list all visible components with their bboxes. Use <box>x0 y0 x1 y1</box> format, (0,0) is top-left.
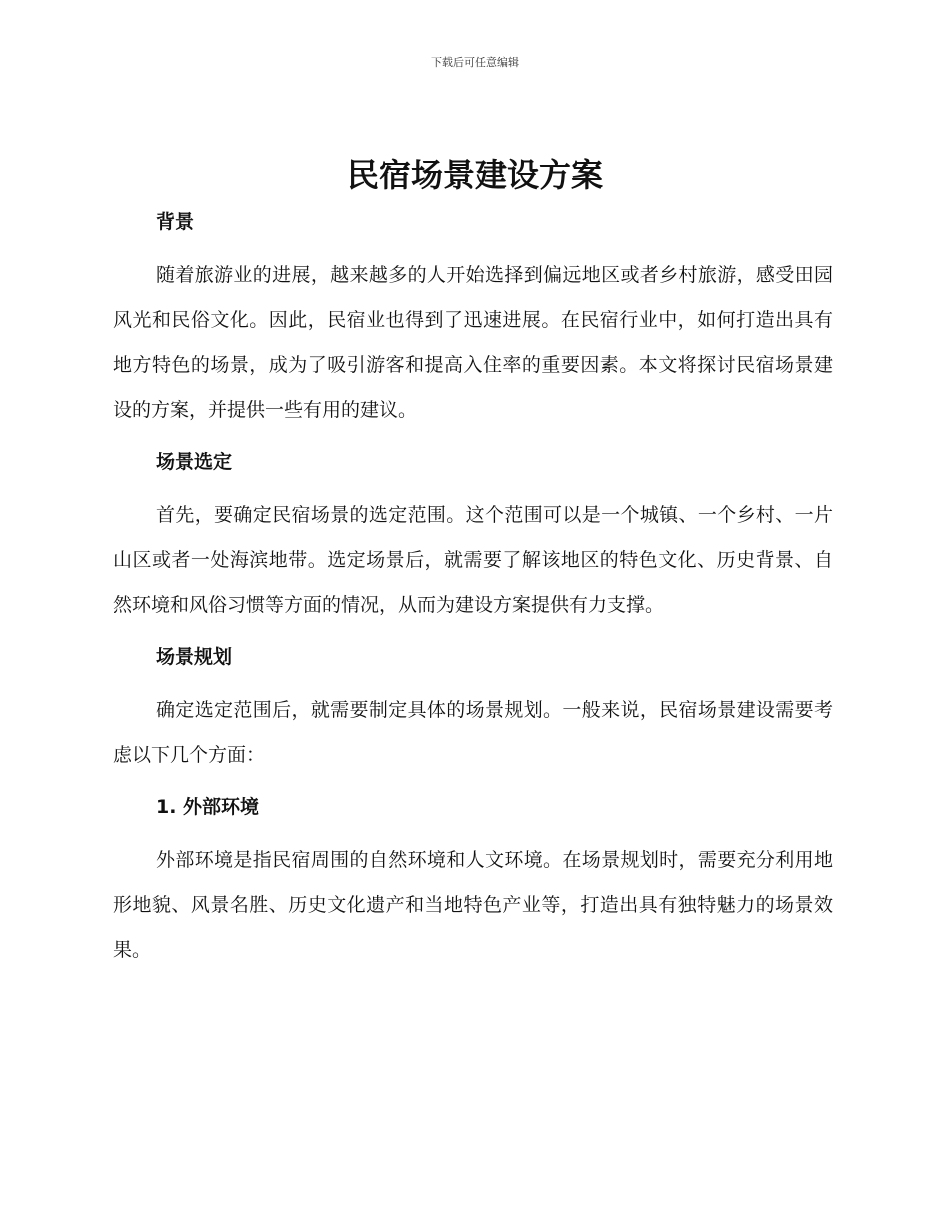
section-paragraph-background: 随着旅游业的进展，越来越多的人开始选择到偏远地区或者乡村旅游，感受田园风光和民俗文化。因此，民宿业也得到了迅速进展。在民宿行业中，如何打造出具有地方特色的场景，成为了吸引游客和提高入住率的重要因素。本文将探讨民宿场景建设的方案，并提供一些有用的建议。 <box>113 264 833 421</box>
section-heading-scene-planning: 场景规划 <box>156 646 233 668</box>
section-paragraph-external-environment: 外部环境是指民宿周围的自然环境和人文环境。在场景规划时，需要充分利用地形地貌、风景名胜、历史文化遗产和当地特色产业等，打造出具有独特魅力的场景效果。 <box>113 849 833 961</box>
spacer <box>113 245 833 253</box>
section-heading-site-selection: 场景选定 <box>156 451 233 473</box>
spacer <box>113 485 833 493</box>
spacer <box>113 680 833 688</box>
section-heading-background: 背景 <box>156 211 195 233</box>
section-paragraph-site-selection: 首先，要确定民宿场景的选定范围。这个范围可以是一个城镇、一个乡村、一片山区或者一处海滨地带。选定场景后，就需要了解该地区的特色文化、历史背景、自然环境和风俗习惯等方面的情况，从而为建设方案提供有力支撑。 <box>113 504 833 616</box>
spacer <box>113 830 833 838</box>
document-body <box>113 205 833 973</box>
header-note: 下载后可任意编辑 <box>431 56 519 69</box>
spacer <box>113 778 833 790</box>
spacer <box>113 628 833 640</box>
spacer <box>113 433 833 445</box>
section-paragraph-scene-planning: 确定选定范围后，就需要制定具体的场景规划。一般来说，民宿场景建设需要考虑以下几个方面： <box>113 699 833 766</box>
document-title: 民宿场景建设方案 <box>346 156 603 194</box>
section-heading-external-environment: 1. 外部环境 <box>156 796 260 818</box>
